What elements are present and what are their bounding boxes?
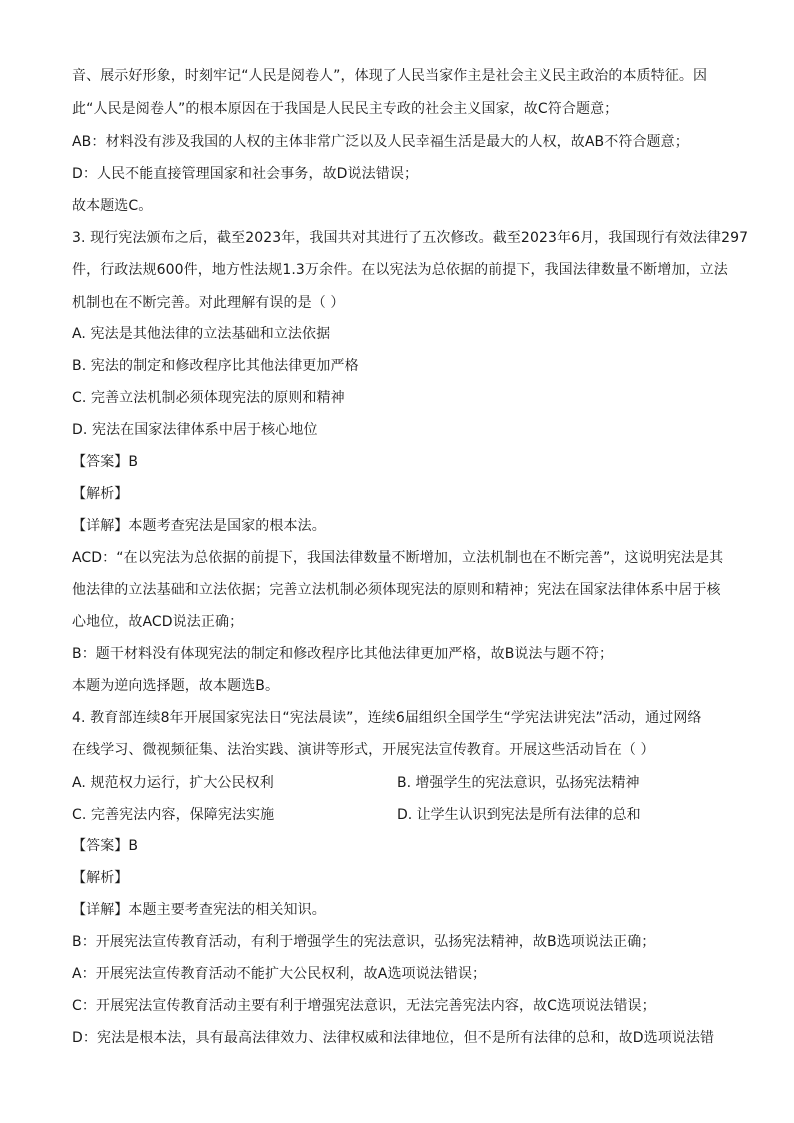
question-4-option-d: D. 让学生认识到宪法是所有法律的总和 (397, 807, 641, 823)
text-line: 故本题选C。 (72, 198, 153, 214)
question-4-analysis-label: 【解析】 (72, 870, 129, 886)
text-line: D：人民不能直接管理国家和社会事务，故D说法错误； (72, 166, 419, 182)
question-4-answer: 【答案】B (72, 838, 139, 854)
text-line: D：宪法是根本法，具有最高法律效力、法律权威和法律地位，但不是所有法律的总和，故D选项说法错 (72, 1030, 715, 1046)
question-3-analysis-label: 【解析】 (72, 486, 129, 502)
text-line: B：开展宪法宣传教育活动，有利于增强学生的宪法意识，弘扬宪法精神，故B选项说法正确； (72, 934, 656, 950)
question-4-option-a: A. 规范权力运行，扩大公民权利 (72, 775, 274, 791)
text-line: B：题干材料没有体现宪法的制定和修改程序比其他法律更加严格，故B说法与题不符； (72, 646, 614, 662)
question-3-option-c: C. 完善立法机制必须体现宪法的原则和精神 (72, 390, 345, 406)
question-4-option-c: C. 完善宪法内容，保障宪法实施 (72, 807, 275, 823)
question-4-stem: 在线学习、微视频征集、法治实践、演讲等形式，开展宪法宣传教育。开展这些活动旨在（ ） (72, 742, 655, 758)
text-line: AB：材料没有涉及我国的人权的主体非常广泛以及人民幸福生活是最大的人权，故AB不符合题意； (72, 134, 689, 150)
question-4-stem: 4. 教育部连续8年开展国家宪法日“宪法晨读”，连续6届组织全国学生“学宪法讲宪法”活动，通过网络 (72, 710, 702, 726)
text-line: 此“人民是阅卷人”的根本原因在于我国是人民民主专政的社会主义国家，故C符合题意； (72, 101, 619, 117)
text-line: ACD：“在以宪法为总依据的前提下，我国法律数量不断增加，立法机制也在不断完善”，这说明宪法是其 (72, 550, 724, 566)
text-line: A：开展宪法宣传教育活动不能扩大公民权利，故A选项说法错误； (72, 966, 487, 982)
question-4-option-b: B. 增强学生的宪法意识，弘扬宪法精神 (397, 775, 640, 791)
question-3-answer: 【答案】B (72, 454, 139, 470)
question-4-detail: 【详解】本题主要考查宪法的相关知识。 (72, 902, 326, 918)
question-3-option-d: D. 宪法在国家法律体系中居于核心地位 (72, 422, 318, 438)
text-line: 音、展示好形象，时刻牢记“人民是阅卷人”，体现了人民当家作主是社会主义民主政治的本质特征。因 (72, 68, 708, 84)
question-3-detail: 【详解】本题考查宪法是国家的根本法。 (72, 518, 326, 534)
text-line: 心地位，故ACD说法正确； (72, 614, 244, 630)
question-3-option-a: A. 宪法是其他法律的立法基础和立法依据 (72, 326, 331, 342)
question-3-stem: 3. 现行宪法颁布之后，截至2023年，我国共对其进行了五次修改。截至2023年6月，我国现行有效法律297 (72, 230, 749, 246)
question-3-stem: 件，行政法规600件，地方性法规1.3万余件。在以宪法为总依据的前提下，我国法律数量不断增加，立法 (72, 262, 728, 278)
question-3-stem: 机制也在不断完善。对此理解有误的是（ ） (72, 295, 345, 311)
text-line: 本题为逆向选择题，故本题选B。 (72, 678, 280, 694)
text-line: 他法律的立法基础和立法依据；完善立法机制必须体现宪法的原则和精神；宪法在国家法律体系中居于核 (72, 582, 721, 598)
question-3-option-b: B. 宪法的制定和修改程序比其他法律更加严格 (72, 358, 359, 374)
text-line: C：开展宪法宣传教育活动主要有利于增强宪法意识，无法完善宪法内容，故C选项说法错误； (72, 998, 656, 1014)
